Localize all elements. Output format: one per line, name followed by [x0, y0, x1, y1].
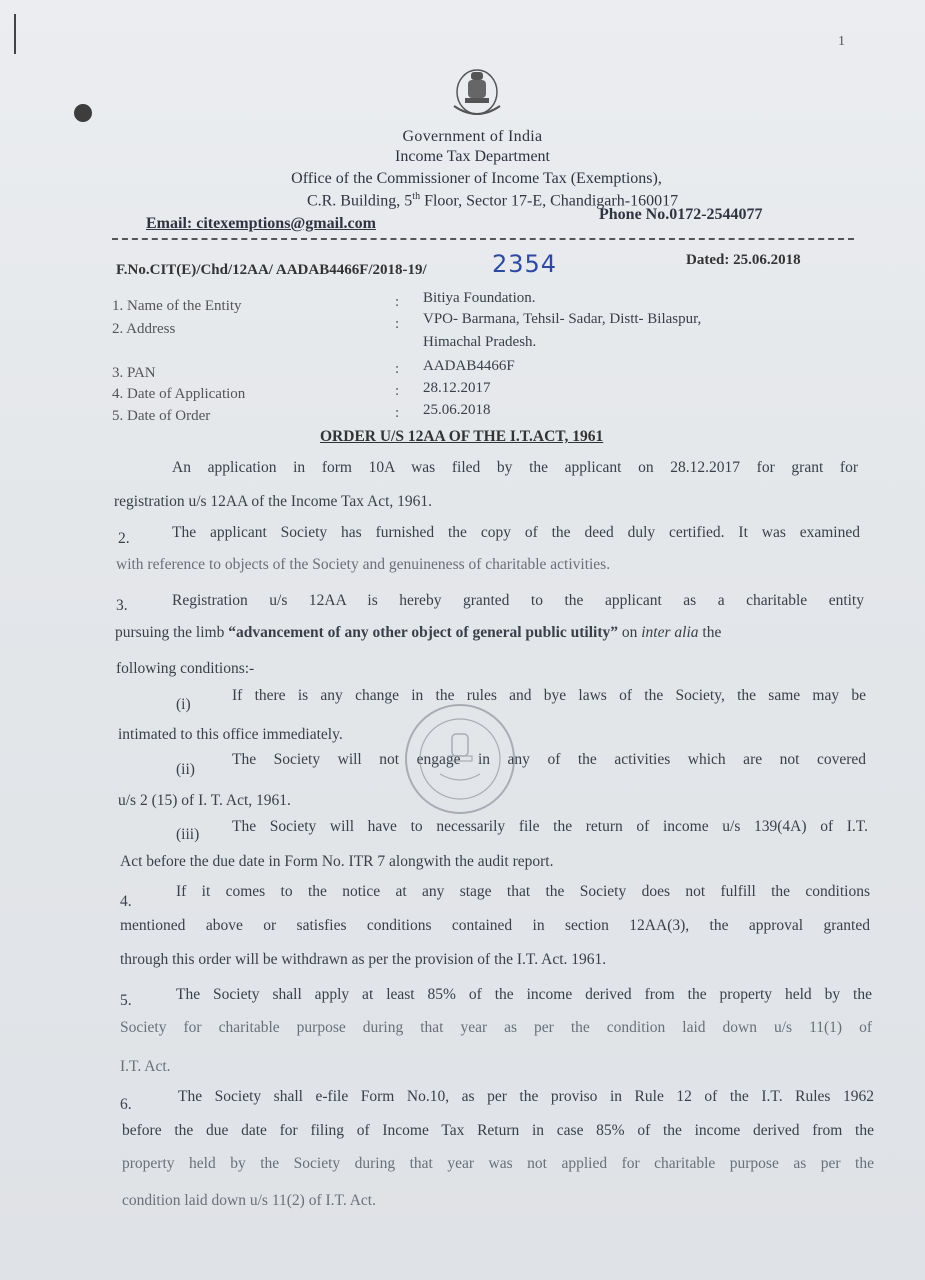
field-value-order-date: 25.06.2018: [423, 402, 491, 418]
body-line: I.T. Act.: [120, 1058, 171, 1075]
field-label-application-date: 4. Date of Application: [112, 386, 246, 402]
para-number: 4.: [120, 893, 132, 910]
field-colon: :: [395, 405, 400, 421]
body-line: The Society shall apply at least 85% of the income derived from the property held by the: [176, 986, 872, 1003]
body-line: The applicant Society has furnished the copy of the deed duly certified. It was examined: [172, 524, 860, 541]
body-line: with reference to objects of the Society and genuineness of charitable activities.: [116, 556, 611, 573]
phone-number: Phone No.0172-2544077: [599, 206, 763, 223]
field-label-address: 2. Address: [112, 321, 176, 337]
order-title: ORDER U/S 12AA OF THE I.T.ACT, 1961: [320, 428, 604, 445]
para-number: 6.: [120, 1096, 132, 1113]
body-line: An application in form 10A was filed by the applicant on 28.12.2017 for grant for: [172, 459, 858, 476]
margin-mark: [14, 14, 16, 54]
body-line: The Society will not engage in any of the activities which are not covered: [232, 751, 866, 768]
body-line: The Society shall e-file Form No.10, as per the proviso in Rule 12 of the I.T. Rules 1962: [178, 1088, 874, 1105]
field-label-pan: 3. PAN: [112, 365, 156, 381]
para-number: 3.: [116, 597, 128, 614]
field-value-entity: Bitiya Foundation.: [423, 290, 536, 306]
condition-number: (iii): [176, 826, 200, 843]
condition-number: (i): [176, 696, 191, 713]
header-office: Office of the Commissioner of Income Tax (Exemptions),: [291, 170, 662, 187]
body-line: pursuing the limb “advancement of any other object of general public utility” on inter alia the: [115, 624, 722, 641]
field-value-address-2: Himachal Pradesh.: [423, 334, 537, 350]
body-line: through this order will be withdrawn as per the provision of the I.T. Act. 1961.: [120, 951, 607, 968]
body-line: Act before the due date in Form No. ITR 7 alongwith the audit report.: [120, 853, 554, 870]
body-line: before the due date for filing of Income Tax Return in case 85% of the income derived from the: [122, 1122, 874, 1139]
body-line: The Society will have to necessarily file the return of income u/s 139(4A) of I.T.: [232, 818, 868, 835]
order-date: Dated: 25.06.2018: [686, 252, 801, 268]
body-line: If there is any change in the rules and bye laws of the Society, the same may be: [232, 687, 866, 704]
body-line: condition laid down u/s 11(2) of I.T. Act.: [122, 1192, 376, 1209]
header-address: C.R. Building, 5th Floor, Sector 17-E, Chandigarh-160017: [306, 191, 679, 210]
page-number: 1: [838, 34, 845, 49]
field-label-entity: 1. Name of the Entity: [112, 298, 242, 314]
field-value-address: VPO- Barmana, Tehsil- Sadar, Distt- Bilaspur,: [423, 311, 702, 327]
file-number: F.No.CIT(E)/Chd/12AA/ AADAB4466F/2018-19/: [116, 262, 427, 278]
punch-hole: [74, 104, 92, 122]
condition-number: (ii): [176, 761, 195, 778]
field-colon: :: [395, 316, 400, 332]
field-value-application-date: 28.12.2017: [423, 380, 491, 396]
body-line: Society for charitable purpose during that year as per the condition laid down u/s 11(1) of: [120, 1019, 872, 1036]
body-line: Registration u/s 12AA is hereby granted to the applicant as a charitable entity: [172, 592, 864, 609]
field-value-pan: AADAB4466F: [423, 358, 515, 374]
para-number: 5.: [120, 992, 132, 1009]
office-seal-stamp: [400, 700, 520, 818]
header-department: Income Tax Department: [395, 148, 550, 165]
body-line: following conditions:-: [116, 660, 255, 677]
field-colon: :: [395, 361, 400, 377]
body-line: property held by the Society during that year was not applied for charitable purpose as per the: [122, 1155, 874, 1172]
email-address: Email: citexemptions@gmail.com: [146, 215, 376, 232]
body-line: mentioned above or satisfies conditions contained in section 12AA(3), the approval granted: [120, 917, 870, 934]
dashed-divider: [112, 238, 854, 240]
header-government: Government of India: [402, 128, 543, 145]
field-label-order-date: 5. Date of Order: [112, 408, 211, 424]
body-line: intimated to this office immediately.: [118, 726, 343, 743]
body-line: u/s 2 (15) of I. T. Act, 1961.: [118, 792, 291, 809]
field-colon: :: [395, 294, 400, 310]
handwritten-number: 2354: [492, 250, 558, 278]
body-line: If it comes to the notice at any stage that the Society does not fulfill the conditions: [176, 883, 870, 900]
field-colon: :: [395, 383, 400, 399]
national-emblem-icon: [446, 62, 508, 126]
para-number: 2.: [118, 530, 130, 547]
body-line: registration u/s 12AA of the Income Tax Act, 1961.: [114, 493, 433, 510]
